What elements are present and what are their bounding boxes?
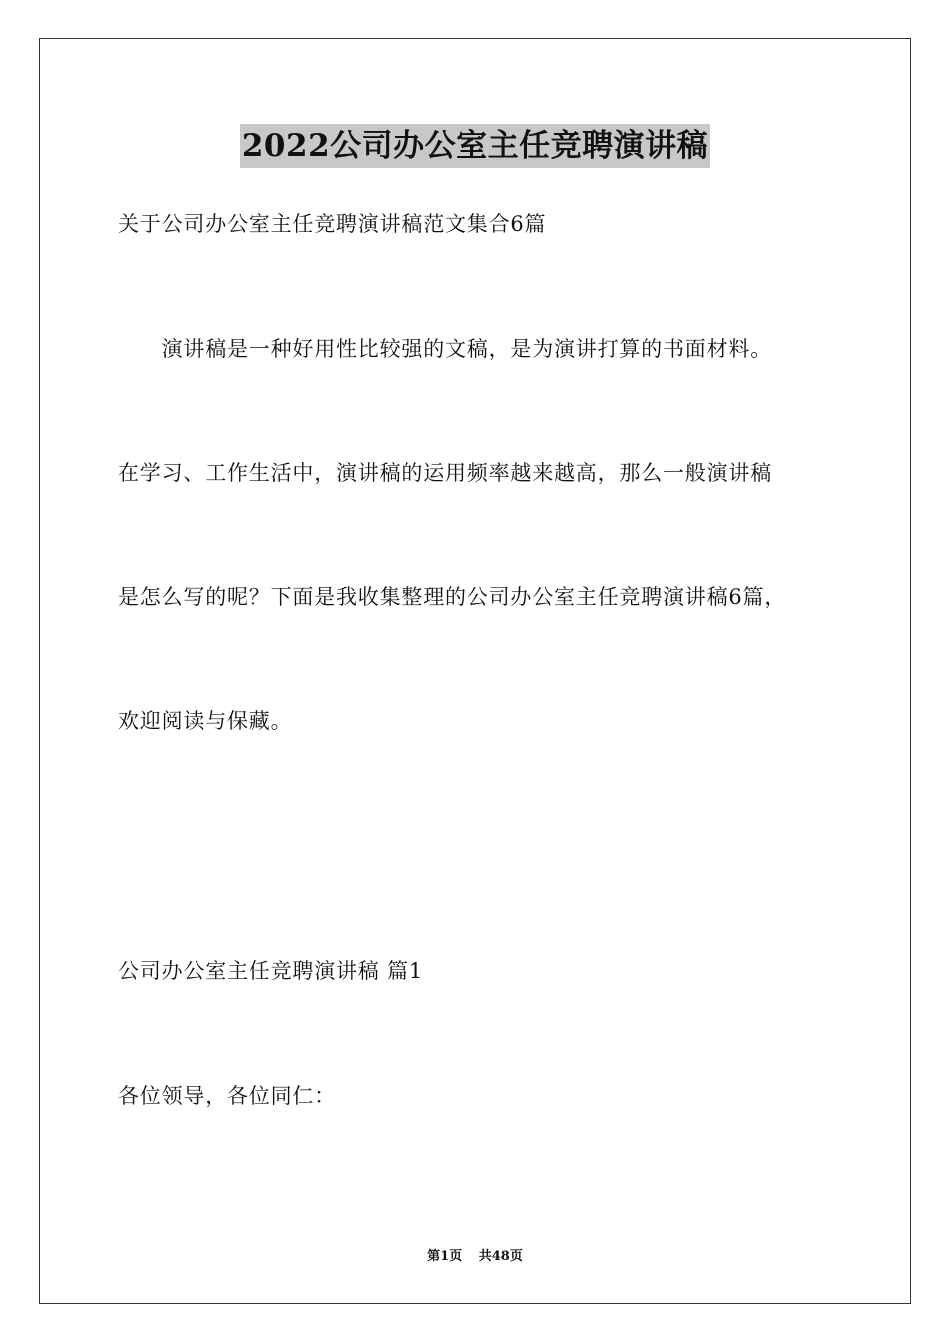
- intro-line-3: 是怎么写的呢？下面是我收集整理的公司办公室主任竞聘演讲稿6篇，: [118, 585, 787, 609]
- section-heading: 公司办公室主任竞聘演讲稿 篇1: [118, 959, 424, 983]
- intro-line-1: 演讲稿是一种好用性比较强的文稿，是为演讲打算的书面材料。: [118, 337, 772, 361]
- title-container: [0, 124, 950, 168]
- salutation: 各位领导，各位同仁：: [118, 1084, 336, 1108]
- intro-line-4: 欢迎阅读与保藏。: [118, 709, 293, 733]
- page-number-current: 第1页: [427, 1249, 463, 1264]
- page-number-total: 共48页: [478, 1249, 523, 1264]
- document-subtitle: 关于公司办公室主任竞聘演讲稿范文集合6篇: [118, 212, 547, 236]
- page-footer: [0, 1248, 950, 1266]
- document-title: 2022公司办公室主任竞聘演讲稿: [240, 124, 710, 168]
- intro-line-2: 在学习、工作生活中，演讲稿的运用频率越来越高，那么一般演讲稿: [118, 461, 772, 485]
